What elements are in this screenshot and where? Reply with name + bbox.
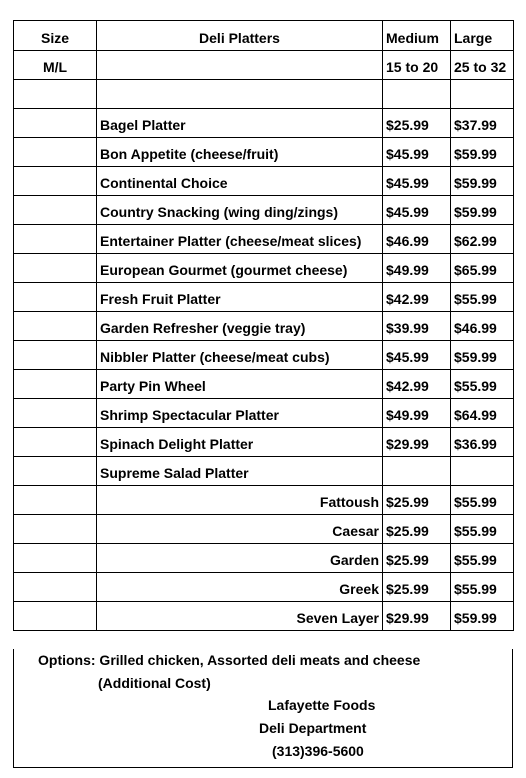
- empty-cell: [451, 80, 514, 109]
- medium-price: $42.99: [383, 370, 451, 399]
- platter-name: Shrimp Spectacular Platter: [97, 399, 383, 428]
- empty-cell: [14, 515, 97, 544]
- platter-name: Nibbler Platter (cheese/meat cubs): [97, 341, 383, 370]
- empty-cell: [14, 109, 97, 138]
- platter-row: [14, 370, 514, 399]
- platter-name: Supreme Salad Platter: [97, 457, 383, 486]
- platter-name: Fattoush: [97, 486, 383, 515]
- empty-cell: [14, 457, 97, 486]
- platter-name: Country Snacking (wing ding/zings): [97, 196, 383, 225]
- platter-row: [14, 196, 514, 225]
- empty-cell: [383, 80, 451, 109]
- header-row: [14, 21, 514, 51]
- medium-price: $29.99: [383, 428, 451, 457]
- platter-row: [14, 283, 514, 312]
- empty-cell: [14, 312, 97, 341]
- serving-row: [14, 51, 514, 80]
- empty-cell: [14, 486, 97, 515]
- options-note: Options: Grilled chicken, Assorted deli meats and cheese: [38, 652, 421, 668]
- spacer-row: [14, 80, 514, 109]
- empty-cell: [14, 167, 97, 196]
- platter-name: Entertainer Platter (cheese/meat slices): [97, 225, 383, 254]
- salad-row: [14, 544, 514, 573]
- empty-cell: [14, 254, 97, 283]
- empty-cell: [14, 225, 97, 254]
- platter-row: [14, 109, 514, 138]
- salad-row: [14, 573, 514, 602]
- medium-price: $49.99: [383, 254, 451, 283]
- medium-header: Medium: [383, 21, 451, 51]
- large-price: $55.99: [451, 515, 514, 544]
- large-price: $59.99: [451, 167, 514, 196]
- platter-name: European Gourmet (gourmet cheese): [97, 254, 383, 283]
- medium-price: $25.99: [383, 486, 451, 515]
- price-table: [13, 20, 514, 631]
- platter-name: Garden: [97, 544, 383, 573]
- large-price: [451, 457, 514, 486]
- platter-name: Spinach Delight Platter: [97, 428, 383, 457]
- empty-cell: [14, 138, 97, 167]
- platters-header: Deli Platters: [97, 21, 383, 51]
- empty-cell: [97, 51, 383, 80]
- large-price: $36.99: [451, 428, 514, 457]
- medium-price: [383, 457, 451, 486]
- platter-row: [14, 341, 514, 370]
- platter-name: Party Pin Wheel: [97, 370, 383, 399]
- platter-row: [14, 457, 514, 486]
- empty-cell: [14, 341, 97, 370]
- platter-row: [14, 167, 514, 196]
- medium-price: $25.99: [383, 515, 451, 544]
- platter-row: [14, 138, 514, 167]
- empty-cell: [97, 80, 383, 109]
- salad-row: [14, 602, 514, 631]
- platter-name: Garden Refresher (veggie tray): [97, 312, 383, 341]
- medium-serving: 15 to 20: [383, 51, 451, 80]
- medium-price: $45.99: [383, 167, 451, 196]
- platter-name: Bagel Platter: [97, 109, 383, 138]
- platter-name: Seven Layer: [97, 602, 383, 631]
- large-price: $65.99: [451, 254, 514, 283]
- medium-price: $39.99: [383, 312, 451, 341]
- platter-name: Bon Appetite (cheese/fruit): [97, 138, 383, 167]
- large-price: $59.99: [451, 341, 514, 370]
- size-code: M/L: [14, 51, 97, 80]
- platter-name: Continental Choice: [97, 167, 383, 196]
- platter-row: [14, 225, 514, 254]
- empty-cell: [14, 573, 97, 602]
- platter-name: Fresh Fruit Platter: [97, 283, 383, 312]
- empty-cell: [14, 428, 97, 457]
- large-price: $59.99: [451, 602, 514, 631]
- medium-price: $45.99: [383, 138, 451, 167]
- size-header: Size: [14, 21, 97, 51]
- large-price: $37.99: [451, 109, 514, 138]
- platter-row: [14, 254, 514, 283]
- platter-row: [14, 399, 514, 428]
- large-price: $59.99: [451, 196, 514, 225]
- medium-price: $45.99: [383, 341, 451, 370]
- large-price: $55.99: [451, 544, 514, 573]
- medium-price: $25.99: [383, 573, 451, 602]
- empty-cell: [14, 80, 97, 109]
- empty-cell: [14, 283, 97, 312]
- medium-price: $29.99: [383, 602, 451, 631]
- platter-name: Greek: [97, 573, 383, 602]
- large-price: $64.99: [451, 399, 514, 428]
- large-price: $55.99: [451, 370, 514, 399]
- large-price: $55.99: [451, 486, 514, 515]
- empty-cell: [14, 196, 97, 225]
- footer-panel: [13, 649, 513, 768]
- large-price: $55.99: [451, 283, 514, 312]
- salad-row: [14, 486, 514, 515]
- platter-name: Caesar: [97, 515, 383, 544]
- platter-row: [14, 428, 514, 457]
- department-name: Deli Department: [259, 720, 367, 736]
- store-name: Lafayette Foods: [268, 697, 376, 713]
- additional-cost-note: (Additional Cost): [98, 675, 211, 691]
- medium-price: $25.99: [383, 109, 451, 138]
- phone-number: (313)396-5600: [272, 743, 364, 759]
- salad-row: [14, 515, 514, 544]
- medium-price: $46.99: [383, 225, 451, 254]
- large-header: Large: [451, 21, 514, 51]
- empty-cell: [14, 544, 97, 573]
- large-price: $62.99: [451, 225, 514, 254]
- medium-price: $25.99: [383, 544, 451, 573]
- large-price: $55.99: [451, 573, 514, 602]
- empty-cell: [14, 399, 97, 428]
- large-serving: 25 to 32: [451, 51, 514, 80]
- large-price: $46.99: [451, 312, 514, 341]
- empty-cell: [14, 370, 97, 399]
- medium-price: $49.99: [383, 399, 451, 428]
- medium-price: $42.99: [383, 283, 451, 312]
- platter-row: [14, 312, 514, 341]
- medium-price: $45.99: [383, 196, 451, 225]
- empty-cell: [14, 602, 97, 631]
- large-price: $59.99: [451, 138, 514, 167]
